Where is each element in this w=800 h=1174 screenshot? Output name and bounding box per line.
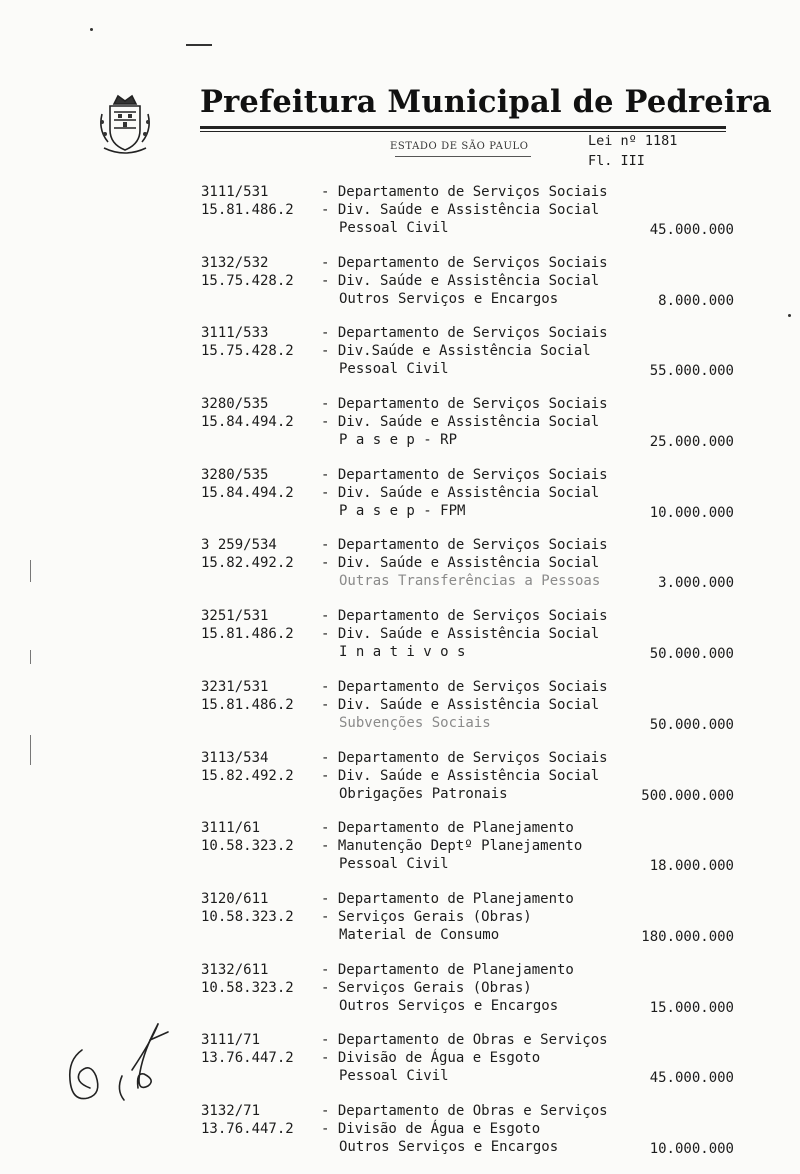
account-code: 3280/535: [201, 396, 269, 413]
division-line: - Serviços Gerais (Obras): [321, 979, 532, 996]
budget-entry: [0, 1103, 800, 1174]
entry-amount: 10.000.000: [649, 504, 734, 521]
division-line: - Manutenção Deptº Planejamento: [321, 838, 583, 855]
account-code: 3132/532: [201, 254, 269, 271]
expense-item: Outras Transferências a Pessoas: [339, 573, 601, 590]
account-code: 3251/531: [201, 608, 269, 625]
program-code: 15.81.486.2: [201, 626, 294, 643]
department-line: - Departamento de Serviços Sociais: [321, 466, 608, 483]
division-line: - Divisão de Água e Esgoto: [321, 1120, 541, 1137]
budget-entry: [0, 679, 800, 750]
state-label: ESTADO DE SÃO PAULO: [390, 141, 529, 152]
expense-item: I n a t i v o s: [339, 644, 466, 661]
account-code: 3280/535: [201, 466, 269, 483]
entry-amount: 45.000.000: [649, 1070, 734, 1087]
budget-entry: [0, 820, 800, 891]
account-code: 3 259/534: [201, 537, 277, 554]
scan-dash-mark: [186, 44, 212, 46]
program-code: 10.58.323.2: [201, 979, 294, 996]
expense-item: P a s e p - RP: [339, 432, 458, 449]
department-line: - Departamento de Serviços Sociais: [321, 254, 608, 271]
division-line: - Serviços Gerais (Obras): [321, 908, 532, 925]
account-code: 3132/611: [201, 961, 269, 978]
law-number: Lei nº 1181: [588, 133, 678, 149]
division-line: - Div.Saúde e Assistência Social: [321, 343, 591, 360]
entry-amount: 45.000.000: [649, 222, 734, 238]
municipal-crest-icon: [96, 92, 154, 156]
law-reference: [588, 131, 677, 171]
budget-entry: [0, 608, 800, 679]
program-code: 10.58.323.2: [201, 838, 294, 855]
division-line: - Div. Saúde e Assistência Social: [321, 767, 600, 784]
scan-speck: [90, 28, 93, 31]
division-line: - Div. Saúde e Assistência Social: [321, 555, 600, 572]
entry-amount: 500.000.000: [641, 787, 734, 804]
page-title: Prefeitura Municipal de Pedreira: [200, 84, 772, 120]
department-line: - Departamento de Serviços Sociais: [321, 396, 608, 413]
expense-item: Pessoal Civil: [339, 1068, 449, 1085]
program-code: 13.76.447.2: [201, 1050, 294, 1067]
budget-entry: [0, 255, 800, 326]
budget-entry: [0, 184, 800, 255]
division-line: - Div. Saúde e Assistência Social: [321, 484, 600, 501]
entry-amount: 50.000.000: [649, 646, 734, 663]
program-code: 15.82.492.2: [201, 555, 294, 572]
entry-amount: 18.000.000: [649, 858, 734, 875]
division-line: - Div. Saúde e Assistência Social: [321, 272, 600, 289]
department-line: - Departamento de Serviços Sociais: [321, 749, 608, 766]
budget-entry: [0, 325, 800, 396]
expense-item: Subvenções Sociais: [339, 714, 491, 731]
expense-item: Outros Serviços e Encargos: [339, 997, 559, 1014]
budget-entry: [0, 396, 800, 467]
division-line: - Divisão de Água e Esgoto: [321, 1050, 541, 1067]
program-code: 15.82.492.2: [201, 767, 294, 784]
division-line: - Div. Saúde e Assistência Social: [321, 202, 600, 218]
program-code: 15.75.428.2: [201, 272, 294, 289]
budget-entry: [0, 750, 800, 821]
entry-amount: 55.000.000: [649, 363, 734, 380]
entry-amount: 15.000.000: [649, 999, 734, 1016]
department-line: - Departamento de Obras e Serviços: [321, 1032, 608, 1049]
department-line: - Departamento de Serviços Sociais: [321, 184, 608, 200]
department-line: - Departamento de Serviços Sociais: [321, 608, 608, 625]
title-rule: [200, 126, 726, 129]
expense-item: Pessoal Civil: [339, 361, 449, 378]
department-line: - Departamento de Serviços Sociais: [321, 678, 608, 695]
division-line: - Div. Saúde e Assistência Social: [321, 696, 600, 713]
entry-amount: 25.000.000: [649, 434, 734, 451]
expense-item: P a s e p - FPM: [339, 502, 466, 519]
budget-entry: [0, 537, 800, 608]
account-code: 3120/611: [201, 890, 269, 907]
folio-number: Fl. III: [588, 153, 645, 169]
entry-amount: 10.000.000: [649, 1140, 734, 1157]
department-line: - Departamento de Serviços Sociais: [321, 325, 608, 342]
account-code: 3111/531: [201, 184, 269, 200]
department-line: - Departamento de Obras e Serviços: [321, 1102, 608, 1119]
budget-entry: [0, 467, 800, 538]
entry-amount: 8.000.000: [658, 292, 734, 309]
program-code: 15.81.486.2: [201, 696, 294, 713]
entry-amount: 3.000.000: [658, 575, 734, 592]
department-line: - Departamento de Planejamento: [321, 961, 574, 978]
state-underline: [395, 156, 531, 157]
account-code: 3132/71: [201, 1102, 261, 1119]
department-line: - Departamento de Planejamento: [321, 820, 574, 837]
program-code: 13.76.447.2: [201, 1120, 294, 1137]
expense-item: Pessoal Civil: [339, 856, 449, 873]
account-code: 3113/534: [201, 749, 269, 766]
program-code: 15.84.494.2: [201, 414, 294, 431]
handwritten-initials: [60, 1010, 180, 1110]
expense-item: Outros Serviços e Encargos: [339, 1138, 559, 1155]
account-code: 3111/61: [201, 820, 261, 837]
entry-amount: 50.000.000: [649, 716, 734, 733]
division-line: - Div. Saúde e Assistência Social: [321, 414, 600, 431]
program-code: 10.58.323.2: [201, 908, 294, 925]
expense-item: Obrigações Patronais: [339, 785, 508, 802]
department-line: - Departamento de Serviços Sociais: [321, 537, 608, 554]
department-line: - Departamento de Planejamento: [321, 890, 574, 907]
budget-entry: [0, 891, 800, 962]
expense-item: Outros Serviços e Encargos: [339, 290, 559, 307]
entry-amount: 180.000.000: [641, 928, 734, 945]
division-line: - Div. Saúde e Assistência Social: [321, 626, 600, 643]
expense-item: Pessoal Civil: [339, 220, 449, 236]
program-code: 15.84.494.2: [201, 484, 294, 501]
expense-item: Material de Consumo: [339, 926, 500, 943]
program-code: 15.75.428.2: [201, 343, 294, 360]
account-code: 3111/533: [201, 325, 269, 342]
program-code: 15.81.486.2: [201, 202, 294, 218]
account-code: 3231/531: [201, 678, 269, 695]
account-code: 3111/71: [201, 1032, 261, 1049]
